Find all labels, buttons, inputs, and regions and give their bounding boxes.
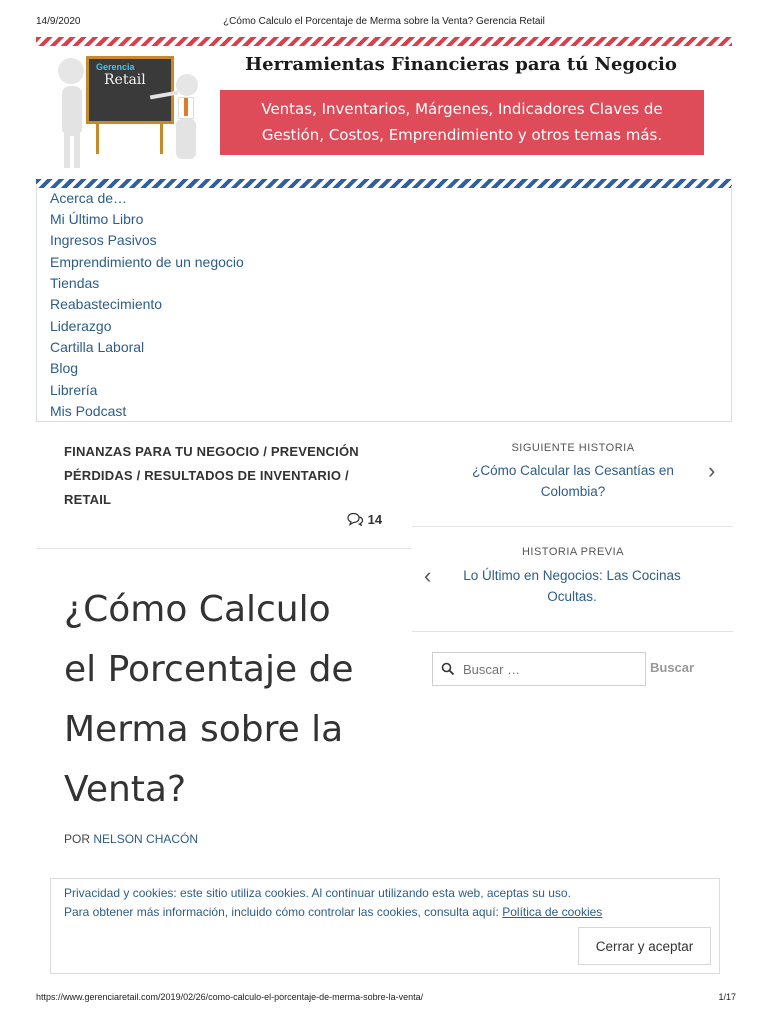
banner-top-stripe <box>36 37 732 46</box>
cookie-text <box>64 884 602 922</box>
divider <box>412 422 732 423</box>
post-categories-line3[interactable]: RETAIL <box>64 492 112 507</box>
figure-left-leg-icon <box>64 134 70 168</box>
banner-title: Herramientas Financieras para tú Negocio <box>245 54 677 75</box>
print-page-number: 1/17 <box>718 992 736 1002</box>
cookie-policy-link[interactable]: Política de cookies <box>502 905 603 919</box>
cookie-line2-text: Para obtener más información, incluido cómo controlar las cookies, consulta aquí: <box>64 905 503 919</box>
banner-subtitle-box <box>220 90 704 155</box>
board-leg-icon <box>96 124 99 154</box>
author-link[interactable]: NELSON CHACÓN <box>93 832 199 846</box>
chevron-left-icon[interactable]: ‹ <box>424 563 432 588</box>
page-title-line2: el Porcentaje de <box>64 649 354 690</box>
comments-icon <box>346 512 364 526</box>
page-title-line1: ¿Cómo Calculo <box>64 589 331 630</box>
byline-label: POR <box>64 832 91 846</box>
next-story-line2[interactable]: Colombia? <box>540 484 606 499</box>
divider <box>36 548 412 549</box>
byline <box>64 832 198 846</box>
prev-story-line2[interactable]: Ocultas. <box>547 589 597 604</box>
figure-left-body-icon <box>62 86 82 136</box>
print-doc-title: ¿Cómo Calculo el Porcentaje de Merma sobre la Venta? Gerencia Retail <box>223 16 545 27</box>
figure-right-tie-icon <box>184 98 188 116</box>
menu-item-ultimo-libro[interactable]: Mi Último Libro <box>50 211 144 227</box>
board-leg-icon <box>160 124 163 154</box>
menu-item-libreria[interactable]: Librería <box>50 382 98 398</box>
accept-cookies-button[interactable]: Cerrar y aceptar <box>578 927 711 965</box>
page-title-line3: Merma sobre la <box>64 709 344 750</box>
menu-item-emprendimiento[interactable]: Emprendimiento de un negocio <box>50 254 244 270</box>
menu-item-acerca[interactable]: Acerca de… <box>50 190 128 206</box>
post-categories[interactable] <box>64 440 394 512</box>
page-title <box>64 580 384 820</box>
cookie-line2 <box>64 903 602 922</box>
figure-left-leg2-icon <box>74 134 80 168</box>
comment-count-link[interactable] <box>346 512 382 527</box>
divider <box>412 526 733 527</box>
next-story-line1[interactable]: ¿Cómo Calcular las Cesantías en <box>472 463 674 478</box>
menu-item-ingresos-pasivos[interactable]: Ingresos Pasivos <box>50 232 157 248</box>
board-logo-text: Retail <box>104 72 146 88</box>
chevron-right-icon[interactable]: › <box>708 458 716 483</box>
divider <box>412 631 733 632</box>
search-button[interactable]: Buscar <box>650 660 695 675</box>
search-icon <box>441 662 455 676</box>
search-input[interactable] <box>461 661 635 678</box>
menu-item-liderazgo[interactable]: Liderazgo <box>50 318 112 334</box>
banner-subtitle-line2: Gestión, Costos, Emprendimiento y otros temas más. <box>261 126 663 144</box>
banner-subtitle-line1: Ventas, Inventarios, Márgenes, Indicadores Claves de <box>261 100 663 118</box>
next-story-label: SIGUIENTE HISTORIA <box>511 442 635 454</box>
post-categories-line1[interactable]: FINANZAS PARA TU NEGOCIO / PREVENCIÓN <box>64 444 359 459</box>
board-small-text: Gerencia <box>96 62 135 72</box>
figure-right-head-icon <box>176 74 198 96</box>
menu-item-cartilla-laboral[interactable]: Cartilla Laboral <box>50 339 145 355</box>
print-url: https://www.gerenciaretail.com/2019/02/26/como-calculo-el-porcentaje-de-merma-sobre-la-venta/ <box>36 992 424 1002</box>
prev-story-label: HISTORIA PREVIA <box>521 546 625 558</box>
menu-item-podcast[interactable]: Mis Podcast <box>50 403 127 419</box>
search-field[interactable] <box>432 652 646 686</box>
print-date: 14/9/2020 <box>36 16 81 27</box>
post-categories-line2[interactable]: PÉRDIDAS / RESULTADOS DE INVENTARIO / <box>64 468 349 483</box>
cookie-line1: Privacidad y cookies: este sitio utiliza cookies. Al continuar utilizando esta web, aceptas su uso. <box>64 886 571 900</box>
comment-count: 14 <box>367 512 383 527</box>
figure-left-head-icon <box>58 58 84 84</box>
menu-item-reabastecimiento[interactable]: Reabastecimiento <box>50 296 163 312</box>
menu-item-tiendas[interactable]: Tiendas <box>50 275 100 291</box>
prev-story-line1[interactable]: Lo Último en Negocios: Las Cocinas <box>463 568 681 583</box>
menu-item-blog[interactable]: Blog <box>50 360 79 376</box>
figure-right-legs-icon <box>176 119 196 159</box>
page-title-line4: Venta? <box>64 769 187 810</box>
next-story-link[interactable] <box>452 460 694 502</box>
prev-story-link[interactable] <box>450 565 694 607</box>
